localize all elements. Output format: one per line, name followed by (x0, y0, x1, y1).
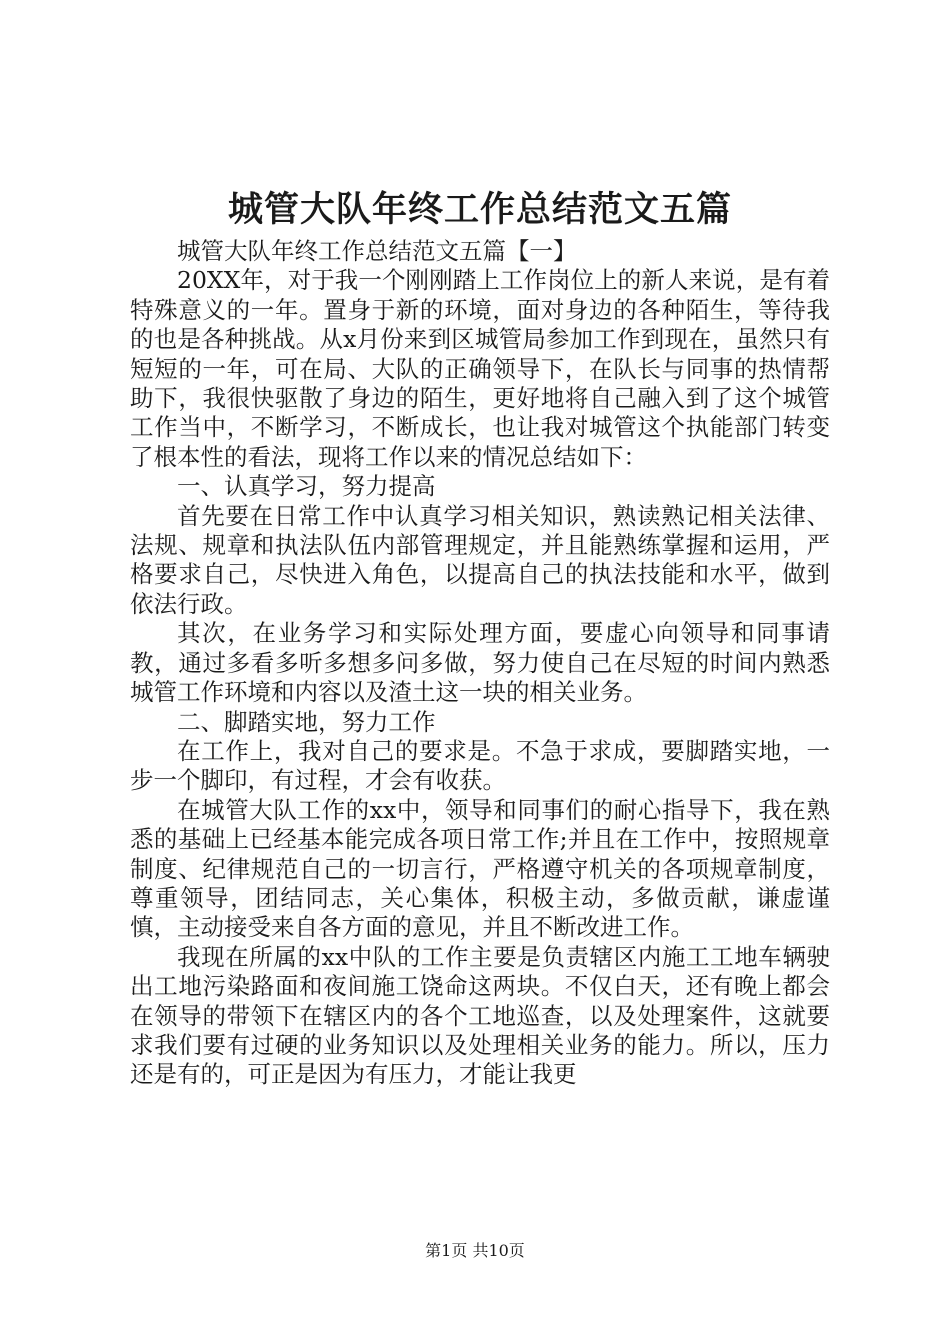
body-paragraph: 20XX年，对于我一个刚刚踏上工作岗位上的新人来说，是有着特殊意义的一年。置身于新的环境，面对身边的各种陌生，等待我的也是各种挑战。从x月份来到区城管局参加工作到现在，虽然只有短短的一年，可在局、大队的正确领导下，在队长与同事的热情帮助下，我很快驱散了身边的陌生，更好地将自己融入到了这个城管工作当中，不断学习，不断成长，也让我对城管这个执能部门转变了根本性的看法，现将工作以来的情况总结如下： (130, 266, 830, 471)
page-footer: 第1页 共10页 (425, 1241, 525, 1260)
body-paragraph: 首先要在日常工作中认真学习相关知识，熟读熟记相关法律、法规、规章和执法队伍内部管理规定，并且能熟练掌握和运用，严格要求自己，尽快进入角色，以提高自己的执法技能和水平，做到依法行政。 (130, 501, 830, 618)
subsection-heading: 二、脚踏实地，努力工作 (177, 707, 436, 736)
document-body (130, 237, 830, 1090)
body-paragraph: 在城管大队工作的xx中，领导和同事们的耐心指导下，我在熟悉的基础上已经基本能完成各项日常工作;并且在工作中，按照规章制度、纪律规范自己的一切言行，严格遵守机关的各项规章制度，尊重领导，团结同志，关心集体，积极主动，多做贡献，谦虚谨慎，主动接受来自各方面的意见，并且不断改进工作。 (130, 795, 830, 942)
body-paragraph: 其次，在业务学习和实际处理方面，要虚心向领导和同事请教，通过多看多听多想多问多做，努力使自己在尽短的时间内熟悉城管工作环境和内容以及渣土这一块的相关业务。 (130, 619, 830, 707)
section-heading: 城管大队年终工作总结范文五篇【一】 (177, 237, 577, 265)
document-page (130, 0, 830, 1344)
body-paragraph: 在工作上，我对自己的要求是。不急于求成，要脚踏实地，一步一个脚印，有过程，才会有收获。 (130, 736, 830, 795)
body-paragraph: 我现在所属的xx中队的工作主要是负责辖区内施工工地车辆驶出工地污染路面和夜间施工饶命这两块。不仅白天，还有晚上都会在领导的带领下在辖区内的各个工地巡查，以及处理案件，这就要求我们要有过硬的业务知识以及处理相关业务的能力。所以，压力还是有的，可正是因为有压力，才能让我更 (130, 942, 830, 1089)
document-title: 城管大队年终工作总结范文五篇 (227, 189, 732, 230)
subsection-heading: 一、认真学习，努力提高 (177, 472, 436, 501)
